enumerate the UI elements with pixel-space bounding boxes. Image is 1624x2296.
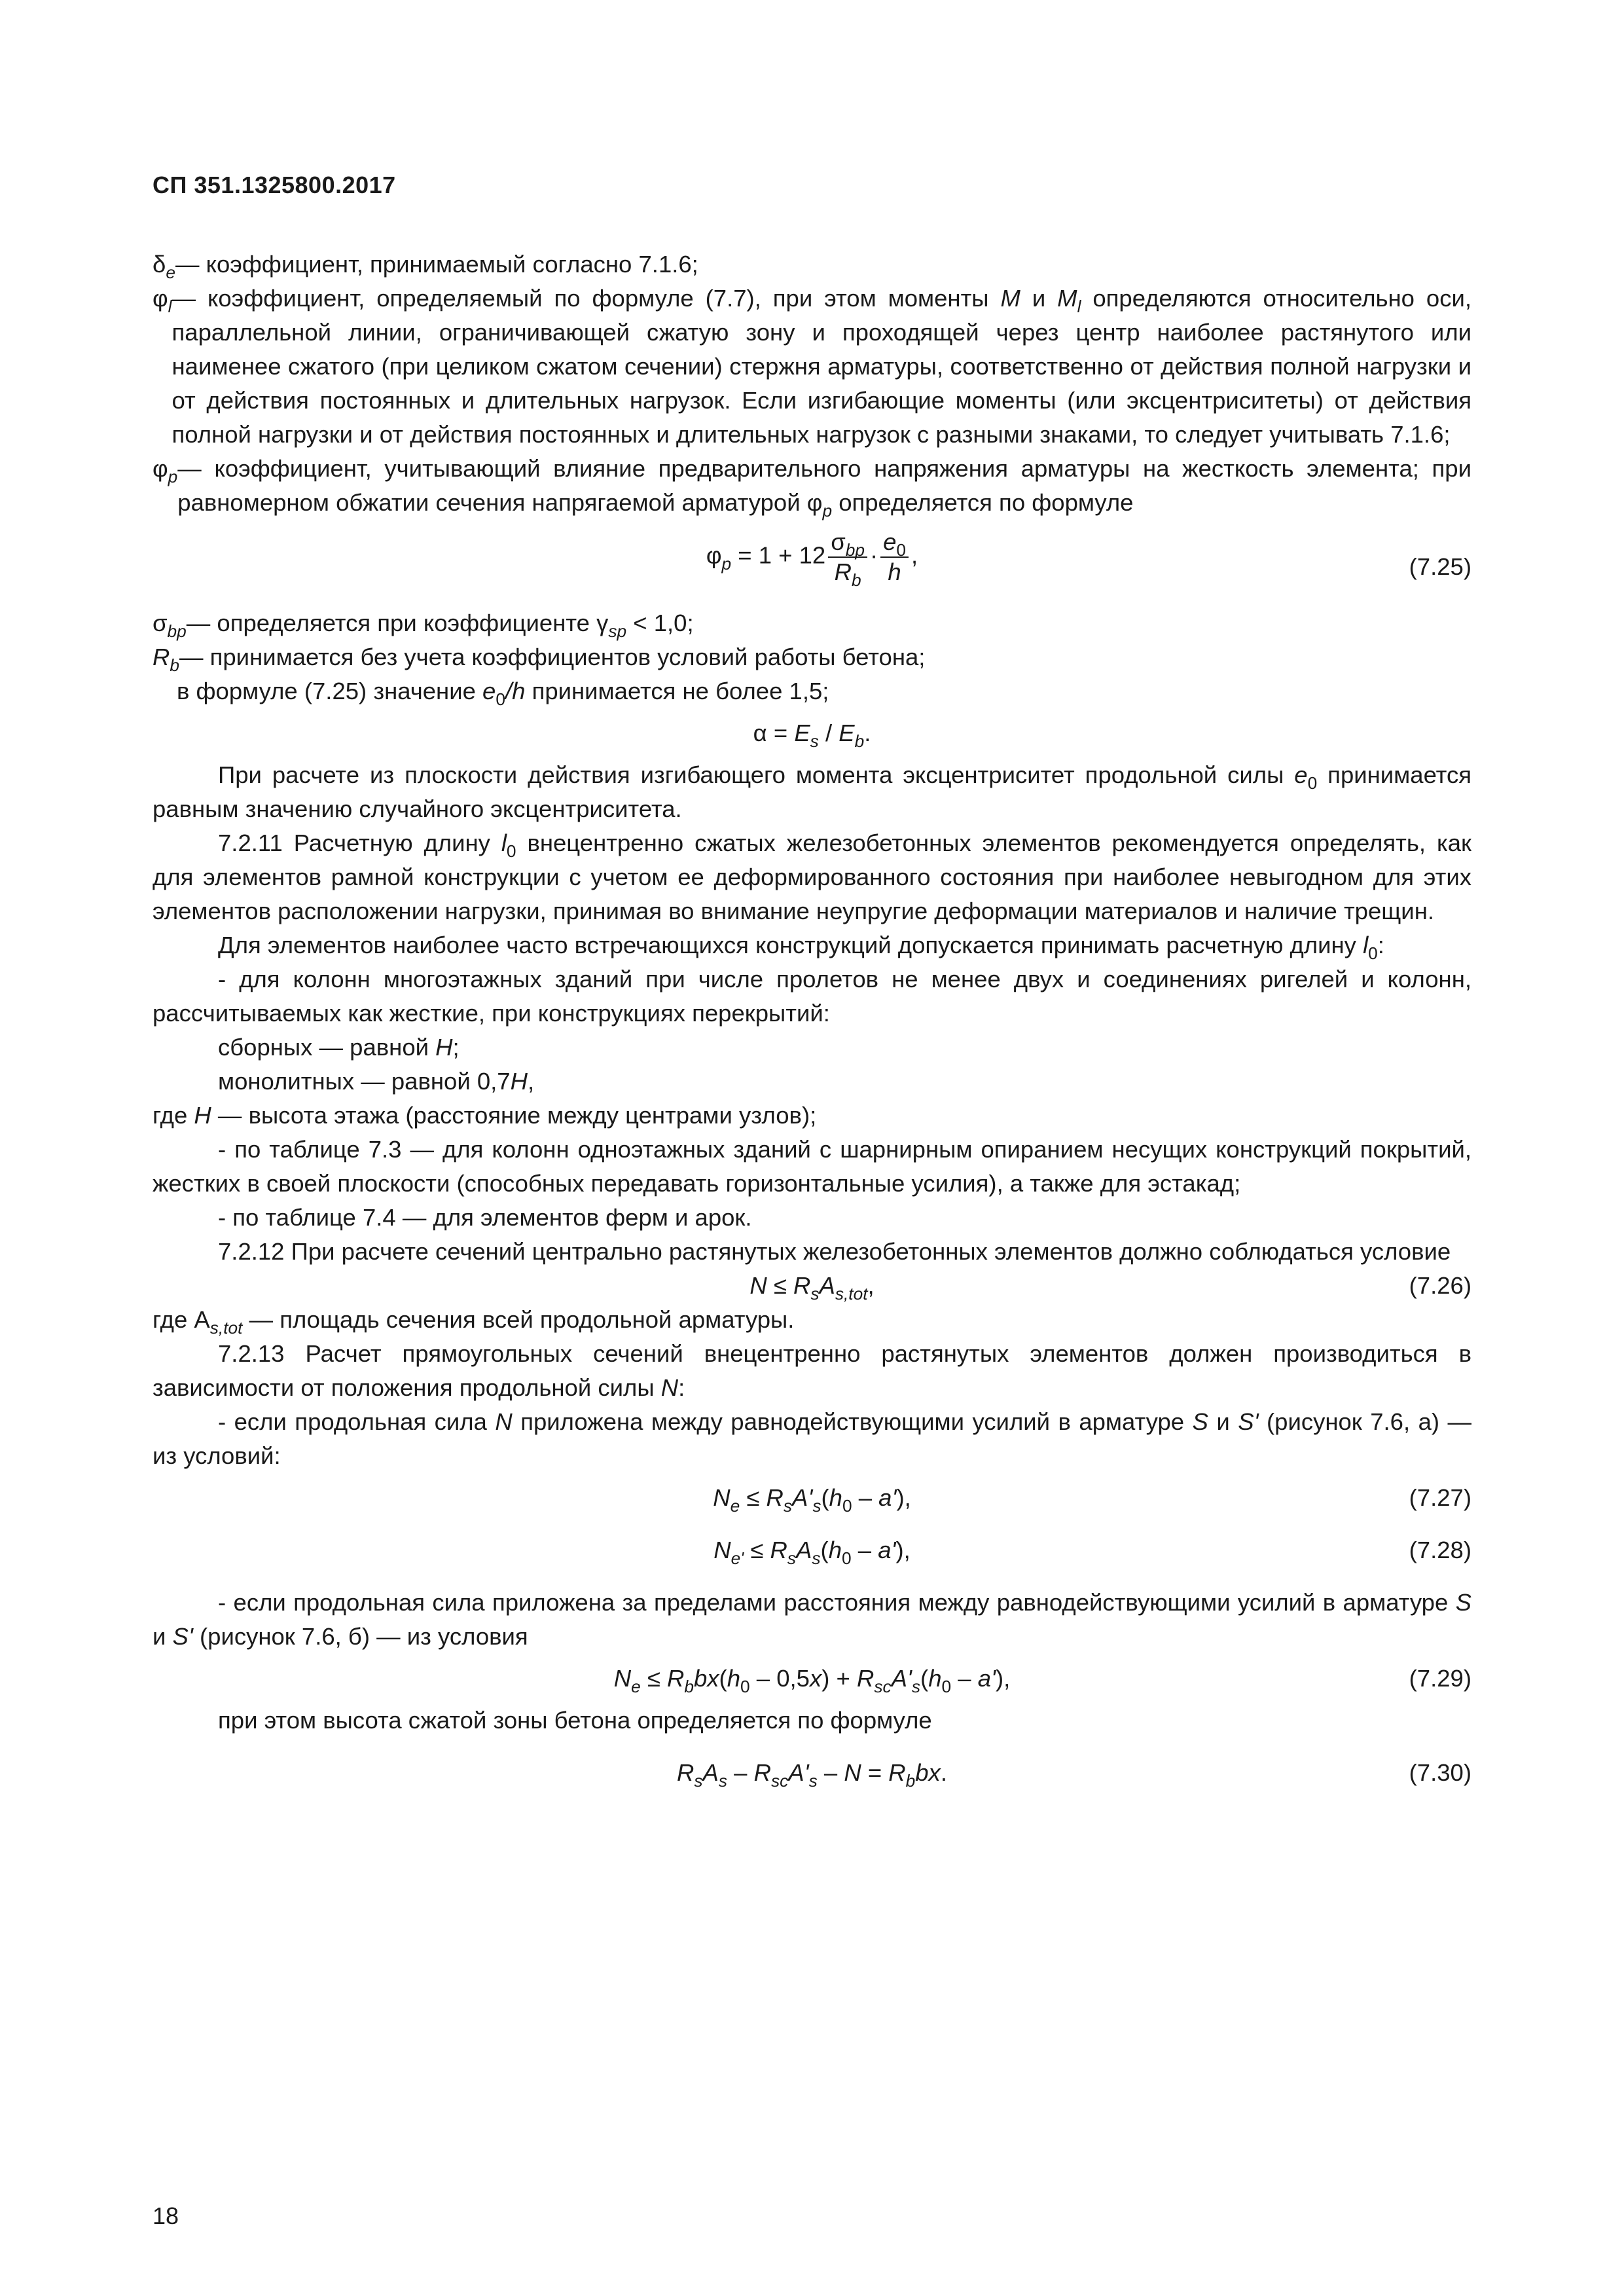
formula-7-26: $N \le R_sA_{s,tot}$, (7.26) (153, 1269, 1471, 1303)
line-where-a: где $A_{s,tot}$ — площадь сечения всей продольной арматуры. (153, 1306, 795, 1338)
paragraph-eccentricity: При расчете из плоскости действия изгибающего момента эксцентриситет продольной силы $e_0$ принимается равным значению случайного эксцентриситета. (153, 761, 1471, 822)
paragraph-design-length: Для элементов наиболее часто встречающихся конструкций допускается принимать расчетную длину $l_0$: (218, 932, 1384, 964)
definition-r-b: $R_b$ — принимается без учета коэффициентов условий работы бетона; (153, 644, 926, 676)
formula-number: (7.29) (1409, 1665, 1471, 1692)
line-monolithic: монолитных — равной 0,7H, (218, 1068, 535, 1095)
formula-7-25: $\varphi_p = 1 + 12$ $\frac{\sigma_{bp}}{R_b}$ · $\frac{e_0}{h}$ , (7.25) (706, 528, 1471, 591)
definition-phi-l: $\varphi_l$ — коэффициент, определяемый по формуле (7.7), при этом моменты M и $M_l$ определяются относительно оси, параллельной линии, ограничивающей сжатую зону и проходящей через центр наиболее растянутого или наименее сжатого (при целиком сжатом сечении) стержня арматуры, соответственно от действия полной нагрузки и от действия постоянных и длительных нагрузок. Если изгибающие моменты (или эксцентриситеты) от действия полной нагрузки и от действия постоянных и длительных нагрузок с разными знаками, то следует учитывать 7.1.6; (153, 285, 1471, 448)
formula-number: (7.28) (1409, 1537, 1471, 1563)
paragraph-7-2-13: 7.2.13 Расчет прямоугольных сечений внецентренно растянутых элементов должен производиться в зависимости от положения продольной силы N: (153, 1340, 1471, 1401)
paragraph-compression-height: при этом высота сжатой зоны бетона определяется по формуле (218, 1707, 932, 1734)
formula-number: (7.26) (1409, 1272, 1471, 1299)
formula-7-30: $R_sA_s - R_{sc}A'_s - N = R_bbx$. (7.30) (153, 1756, 1471, 1790)
formula-number: (7.25) (1409, 553, 1471, 580)
formula-7-28: $N_{e'} \le R_sA_s(h_0 - a')$, (7.28) (153, 1533, 1471, 1567)
formula-7-29: $N_e \le R_bbx(h_0 - 0,5x) + R_{sc}A'_s(h_0 - a')$, (7.29) (153, 1662, 1471, 1696)
formula-alpha: $\alpha = E_s / E_b$. (753, 720, 871, 752)
formula-number: (7.30) (1409, 1759, 1471, 1786)
page-number: 18 (153, 2202, 179, 2229)
formula-7-27: $N_e \le R_sA'_s(h_0 - a')$, (7.27) (153, 1481, 1471, 1515)
definition-phi-p: $\varphi_p$ — коэффициент, учитывающий влияние предварительного напряжения арматуры на жесткость элемента; при равномерном обжатии сечения напрягаемой арматурой $\varphi_p$ определяется по формуле (153, 455, 1471, 521)
definition-delta-e: $\delta_e$ — коэффициент, принимаемый согласно 7.1.6; (153, 251, 698, 283)
formula-number: (7.27) (1409, 1484, 1471, 1511)
list-item-force-between: - если продольная сила N приложена между равнодействующими усилий в арматуре S и S' (рисунок 7.6, а) — из условий: (153, 1408, 1471, 1469)
paragraph-7-2-12: 7.2.12 При расчете сечений центрально растянутых железобетонных элементов должно соблюдаться условие (218, 1238, 1451, 1265)
list-item-columns: - для колонн многоэтажных зданий при числе пролетов не менее двух и соединениях ригелей и колонн, рассчитываемых как жесткие, при конструкциях перекрытий: (153, 966, 1471, 1027)
line-where-h: где H — высота этажа (расстояние между центрами узлов); (153, 1102, 817, 1129)
document-code-header: СП 351.1325800.2017 (153, 172, 396, 198)
formula-note: в формуле (7.25) значение $e_0/h$ принимается не более 1,5; (177, 678, 829, 710)
definition-sigma-bp: $\sigma_{bp}$ — определяется при коэффициенте $\gamma_{sp} < 1,0$; (153, 610, 694, 642)
paragraph-7-2-11: 7.2.11 Расчетную длину $l_0$ внецентренно сжатых железобетонных элементов рекомендуется определять, как для элементов рамной конструкции с учетом ее деформированного состояния при наиболее невыгодном для этих элементов расположении нагрузки, принимая во внимание неупругие деформации материалов и наличие трещин. (153, 829, 1471, 924)
list-item-table-7-4: - по таблице 7.4 — для элементов ферм и арок. (218, 1204, 752, 1231)
page-content (153, 247, 1471, 1790)
list-item-table-7-3: - по таблице 7.3 — для колонн одноэтажных зданий с шарнирным опиранием несущих конструкций покрытий, жестких в своей плоскости (способных передавать горизонтальные усилия), а также для эстакад; (153, 1136, 1471, 1197)
fraction-sigma-over-r: $\frac{\sigma_{bp}}{R_b}$ (828, 528, 867, 587)
fraction-e-over-h: $\frac{e_0}{h}$ (880, 528, 909, 587)
list-item-force-outside: - если продольная сила приложена за пределами расстояния между равнодействующими усилий в арматуре S и S' (рисунок 7.6, б) — из условия (153, 1589, 1471, 1650)
line-prefab: сборных — равной H; (218, 1034, 460, 1061)
